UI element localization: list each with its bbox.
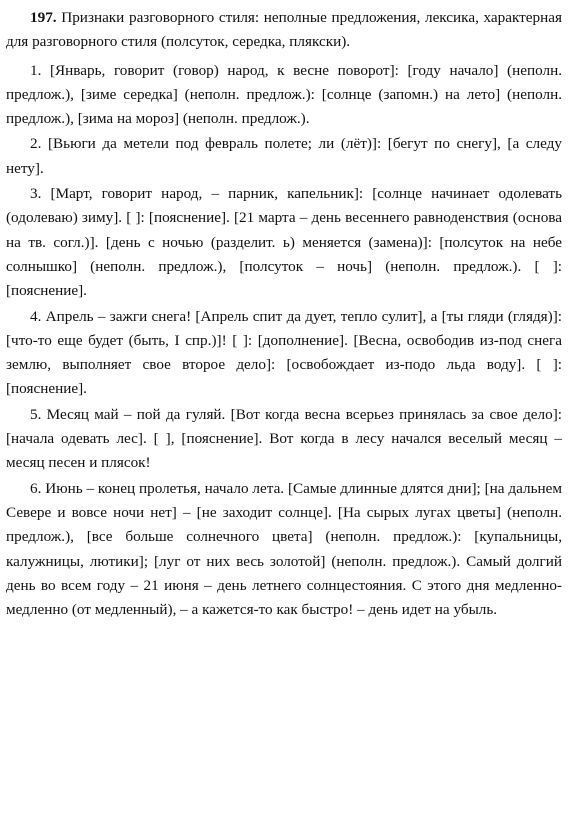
item-2: 2. [Вьюги да метели под февраль полете; ли (лёт)]: [бегут по снегу], [а следу нету]. [6,135,562,177]
exercise-number: 197. [30,9,57,26]
exercise-intro-text: Признаки разговорного стиля: неполные предложения, лексика, характерная для разговорного стиля (полсуток, середка, плякски). [6,9,562,51]
exercise-page [6,6,562,814]
item-4: 4. Апрель – зажги снега! [Апрель спит да дует, тепло сулит], а [ты гляди (глядя)]: [что-то еще будет (быть, I спр.)]! [ ]: [дополнение]. [Весна, освободив из-под снега землю, выполняет свое второе дело]: [освобождает из-подо льда воду]. [ ]: [пояснение]. [6,307,562,398]
item-6: 6. Июнь – конец пролетья, начало лета. [Самые длинные длятся дни]; [на дальнем Севере и вовсе ночи нет] – [не заходит солнце]. [На сырых лугах цветы] (неполн. предлож.), [все больше солнечного цвета] (неполн. предлож.): [купальницы, калужницы, лютики]; [луг от них весь золотой] (неполн. предлож.). Самый долгий день во всем году – 21 июня – день летнего солнцестояния. С этого дня медленно-медленно (от медленный), – а кажется-то как быстро! – день идет на убыль. [6,479,562,619]
exercise-intro [6,6,562,55]
item-5: 5. Месяц май – пой да гуляй. [Вот когда весна всерьез принялась за свое дело]: [начала одевать лес]. [ ], [пояснение]. Вот когда в лесу начался веселый месяц – месяц песен и плясок! [6,405,562,472]
item-3: 3. [Март, говорит народ, – парник, капельник]: [солнце начинает одолевать (одолеваю) зиму]. [ ]: [пояснение]. [21 марта – день весеннего равноденствия (основа на тв. согл.)]. [день с ночью (разделит. ь) меняется (замена)]: [полсуток на небе солнышко] (неполн. предлож.), [полсуток – ночь] (неполн. предлож.). [ ]: [пояснение]. [6,185,562,300]
item-1: 1. [Январь, говорит (говор) народ, к весне поворот]: [году начало] (неполн. предлож.), [зиме середка] (неполн. предлож.): [солнце (запомн.) на лето] (неполн. предлож.), [зима на мороз] (неполн. предлож.). [6,61,562,128]
